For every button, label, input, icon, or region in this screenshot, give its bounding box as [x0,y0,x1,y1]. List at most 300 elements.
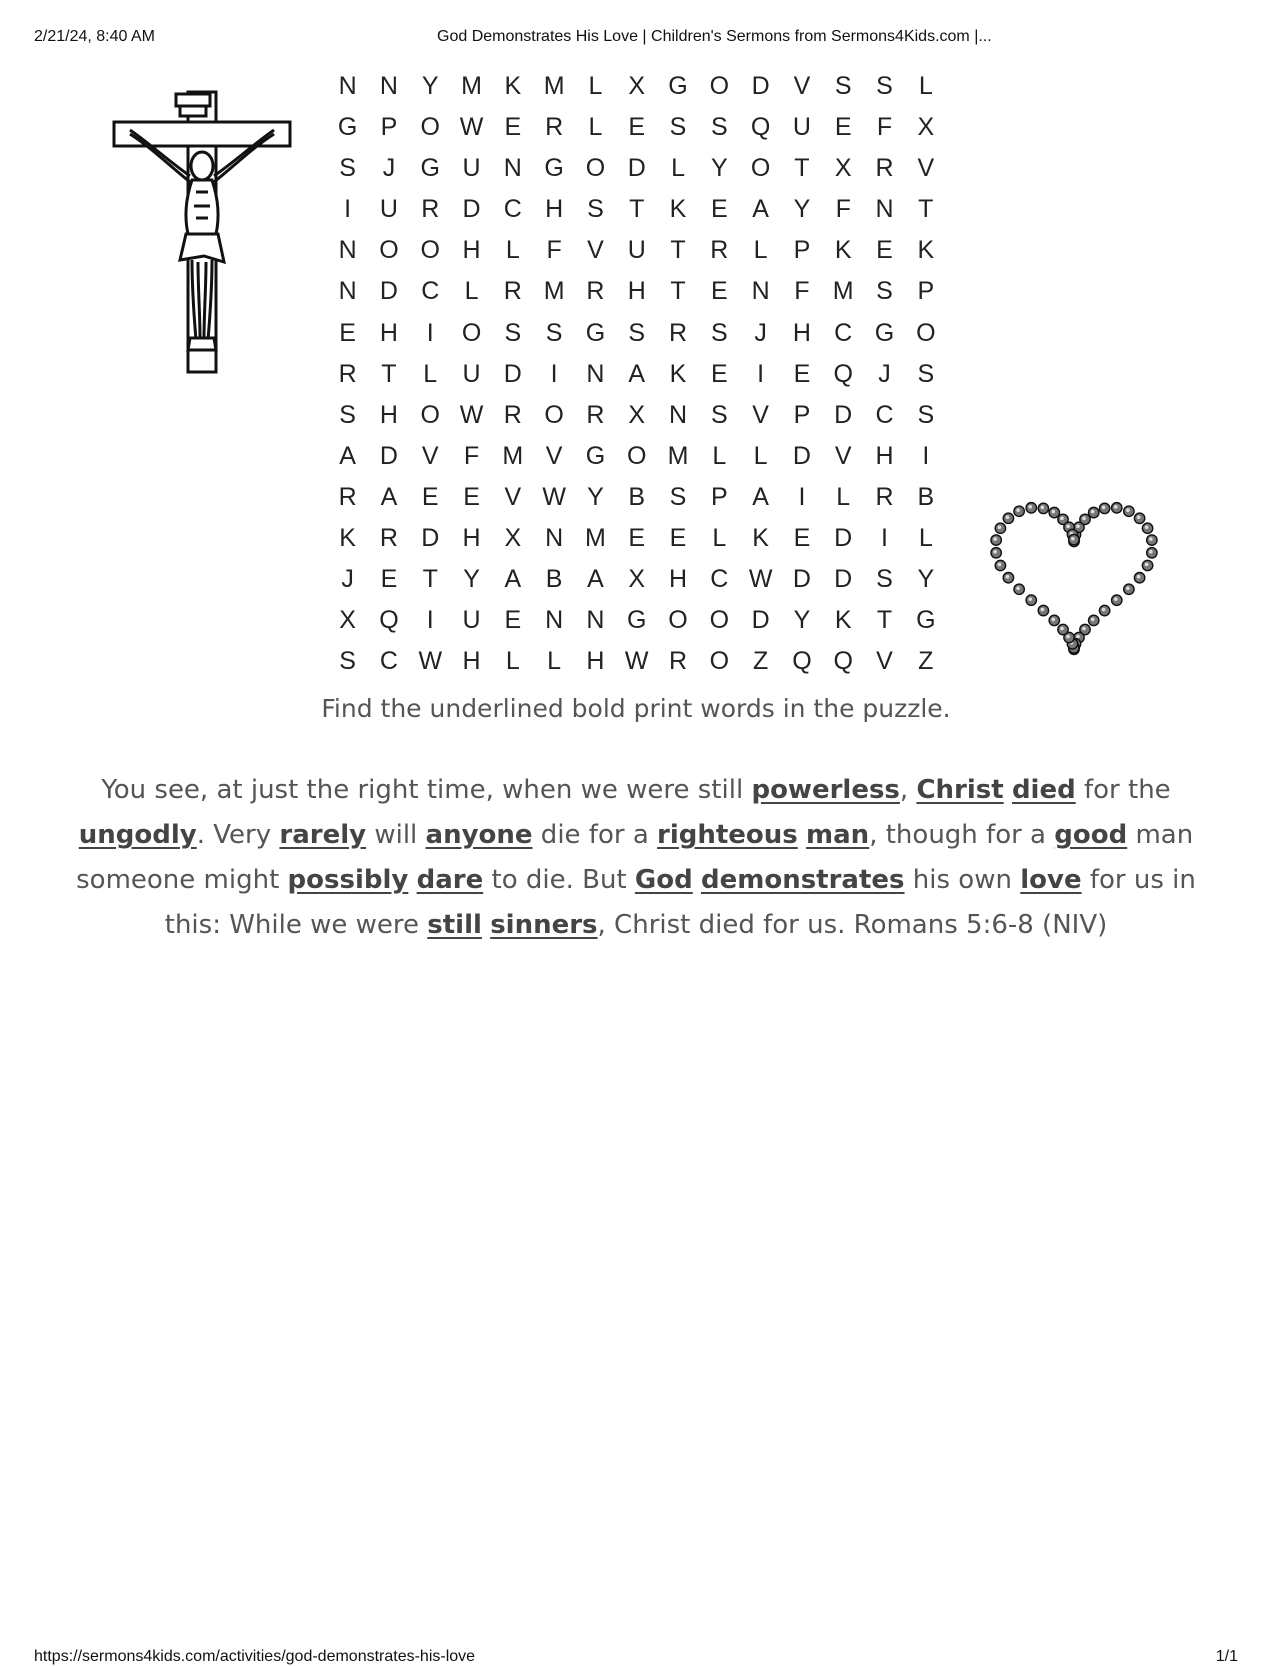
heart-bead-highlight [1051,510,1055,514]
grid-letter: C [834,318,853,347]
grid-letter: D [834,400,853,429]
grid-letter: O [627,441,647,470]
grid-letter: G [627,606,647,635]
grid-letter: J [341,565,354,594]
grid-letter: R [545,113,564,142]
heart-bead-highlight [1149,537,1153,541]
heart-bead-highlight [1082,517,1086,521]
heart-bead-highlight [1006,575,1010,579]
grid-letter: H [668,565,688,594]
grid-letter: N [503,154,522,183]
grid-letter: A [587,565,604,594]
grid-letter: J [878,359,891,388]
grid-letter: E [628,113,646,142]
grid-letter: U [462,154,481,183]
heart-bead-highlight [1145,525,1149,529]
grid-letter: O [668,606,688,635]
heart-bead-highlight [1016,508,1020,512]
grid-letter: Q [379,606,399,635]
highlighted-word: demonstrates [701,865,905,895]
highlighted-word: ungodly [78,820,197,850]
grid-letter: S [876,72,893,100]
grid-letter: Q [750,113,771,142]
verse-text [408,865,416,895]
heart-bead-highlight [1066,524,1070,528]
grid-letter: Z [752,647,769,676]
grid-letter: S [917,359,935,388]
grid-letter: E [380,565,398,594]
grid-letter: K [669,359,687,388]
grid-letter: T [918,195,934,224]
grid-letter: P [793,236,811,265]
grid-letter: O [709,72,730,100]
heart-bead-highlight [1028,505,1032,509]
grid-letter: T [876,606,893,635]
grid-letter: F [794,277,810,306]
heart-bead-highlight [1051,618,1055,622]
grid-letter: X [628,400,646,429]
grid-letter: I [757,359,765,388]
verse-text: man someone might [76,820,1194,895]
grid-letter: E [793,359,811,388]
grid-letter: P [710,482,728,511]
grid-letter: D [792,441,811,470]
grid-letter: R [421,195,440,224]
grid-letter: N [586,359,605,388]
verse-text: , Christ died for us. Romans 5:6-8 (NIV) [597,910,1108,940]
grid-letter: E [504,606,522,635]
grid-letter: X [917,113,935,142]
highlighted-word: powerless [751,775,900,805]
highlighted-word: good [1054,820,1128,850]
grid-letter: P [380,113,398,142]
grid-letter: E [504,113,522,142]
grid-letter: Y [793,606,811,635]
grid-letter: D [379,441,398,470]
grid-letter: M [461,72,482,100]
grid-letter: L [712,524,727,553]
grid-letter: E [834,113,852,142]
grid-letter: D [834,524,853,553]
grid-letter: S [710,113,728,142]
grid-letter: U [462,606,481,635]
grid-letter: V [587,236,604,265]
heart-bead-highlight [1149,550,1153,554]
grid-letter: G [585,441,606,470]
grid-letter: E [793,524,811,553]
grid-letter: U [792,113,811,142]
grid-letter: D [834,565,853,594]
grid-letter: D [751,606,770,635]
grid-letter: H [462,647,481,676]
grid-letter: J [754,318,767,347]
grid-letter: B [628,482,646,511]
grid-letter: A [752,195,769,224]
grid-letter: V [504,482,522,511]
grid-letter: G [874,318,895,347]
heart-bead-highlight [1041,608,1045,612]
grid-letter: O [420,236,440,265]
grid-letter: D [503,359,522,388]
grid-letter: L [918,72,933,100]
grid-letter: Q [792,647,812,676]
grid-letter: L [423,359,438,388]
grid-letter: D [421,524,440,553]
grid-letter: W [624,647,649,676]
grid-letter: K [834,236,852,265]
heart-bead-highlight [1091,510,1095,514]
grid-letter: S [669,113,687,142]
grid-letter: X [834,154,852,183]
grid-letter: L [588,113,603,142]
grid-letter: N [379,72,398,100]
grid-letter: S [917,400,935,429]
grid-letter: W [748,565,773,594]
verse-text: , [899,775,917,805]
grid-letter: N [338,236,357,265]
grid-letter: S [587,195,604,224]
heart-bead-highlight [998,563,1002,567]
grid-letter: R [586,277,605,306]
grid-letter: E [710,359,728,388]
heart-bead-highlight [1076,524,1080,528]
grid-letter: F [876,113,893,142]
verse-text: You see, at just the right time, when we were still [101,775,752,805]
grid-letter: Q [833,647,853,676]
heart-bead-highlight [1082,627,1086,631]
grid-letter: F [546,236,562,265]
grid-letter: Z [918,647,934,676]
grid-letter: R [875,154,894,183]
grid-letter: L [588,72,603,100]
grid-letter: U [627,236,646,265]
grid-letter: P [917,277,935,306]
grid-letter: L [464,277,479,306]
verse-text: for us in this: While we were [164,865,1196,940]
grid-letter: N [545,606,564,635]
grid-letter: H [875,441,894,470]
highlighted-word: man [806,820,870,850]
highlighted-word: righteous [657,820,798,850]
grid-letter: W [459,400,484,429]
verse-text [482,910,490,940]
grid-letter: E [710,195,728,224]
heart-bead-highlight [1060,627,1064,631]
grid-letter: D [379,277,398,306]
grid-letter: V [917,154,935,183]
heart-bead-highlight [1102,506,1106,510]
print-header-datetime: 2/21/24, 8:40 AM [34,28,155,45]
grid-letter: C [379,647,398,676]
grid-letter: D [462,195,481,224]
grid-letter: F [463,441,480,470]
grid-letter: S [710,318,728,347]
grid-letter: H [792,318,811,347]
grid-letter: O [916,318,936,347]
grid-letter: R [338,359,357,388]
highlighted-word: rarely [279,820,367,850]
verse-text: , though for a [869,820,1055,850]
grid-letter: V [793,72,811,100]
grid-letter: M [585,524,606,553]
grid-letter: R [503,277,522,306]
heart-bead-highlight [1016,586,1020,590]
grid-letter: N [751,277,770,306]
verse-text: to die. But [483,865,635,895]
verse-text [693,865,701,895]
grid-letter: S [876,277,893,306]
heart-bead-highlight [1126,508,1130,512]
grid-letter: M [667,441,689,470]
grid-letter: V [876,647,893,676]
grid-letter: I [922,441,930,470]
grid-letter: U [462,359,481,388]
grid-letter: H [379,318,398,347]
grid-letter: S [628,318,646,347]
verse-text: die for a [532,820,658,850]
grid-letter: A [380,482,398,511]
grid-letter: T [670,236,686,265]
grid-letter: E [876,236,893,265]
grid-letter: J [382,154,396,183]
grid-letter: C [503,195,522,224]
heart-bead-highlight [1114,597,1118,601]
grid-letter: L [918,524,933,553]
grid-letter: W [418,647,443,676]
grid-letter: Y [917,565,935,594]
grid-letter: R [668,647,688,676]
grid-letter: N [668,400,688,429]
highlighted-word: dare [416,865,484,895]
grid-letter: L [505,236,520,265]
heart-bead-highlight [1060,517,1064,521]
crucifix-illustration [112,88,292,378]
grid-letter: Y [421,72,439,100]
heart-bead-highlight [993,537,997,541]
grid-letter: K [917,236,935,265]
grid-letter: O [544,400,564,429]
grid-letter: L [505,647,520,676]
highlighted-word: still [427,910,482,940]
print-header-title: God Demonstrates His Love | Children's Sermons from Sermons4Kids.com |... [437,28,992,45]
grid-letter: X [339,606,356,635]
grid-letter: E [463,482,480,511]
grid-letter: K [669,195,687,224]
grid-letter: H [462,236,481,265]
grid-letter: G [337,113,358,142]
grid-letter: H [627,277,646,306]
highlighted-word: died [1011,775,1076,805]
word-search-grid [327,66,946,682]
grid-letter: X [628,565,646,594]
grid-letter: R [338,482,357,511]
grid-letter: L [753,441,768,470]
grid-letter: L [547,647,562,676]
grid-letter: R [668,318,688,347]
grid-letter: A [339,441,356,470]
heart-bead-highlight [1145,563,1149,567]
grid-letter: V [752,400,769,429]
grid-letter: B [917,482,935,511]
highlighted-word: sinners [490,910,598,940]
grid-letter: S [669,482,687,511]
highlighted-word: anyone [425,820,533,850]
grid-letter: T [670,277,686,306]
grid-letter: D [751,72,770,100]
grid-letter: M [543,277,565,306]
heart-bead-highlight [1066,635,1070,639]
grid-letter: R [379,524,398,553]
grid-letter: M [543,72,565,100]
grid-letter: V [421,441,439,470]
print-footer-url: https://sermons4kids.com/activities/god-demonstrates-his-love [34,1648,476,1665]
print-footer-page-number: 1/1 [1215,1648,1238,1665]
heart-bead-highlight [1041,506,1045,510]
grid-letter: K [834,606,852,635]
grid-letter: R [710,236,729,265]
grid-letter: O [420,400,440,429]
grid-letter: H [379,400,398,429]
grid-letter: D [627,154,646,183]
grid-letter: L [671,154,685,183]
verse-text: for the [1075,775,1171,805]
verse-text: will [366,820,426,850]
grid-letter: E [421,482,439,511]
grid-letter: F [835,195,851,224]
bible-verse [62,768,1210,948]
heart-bead-highlight [1137,515,1141,519]
highlighted-word: Christ [916,775,1004,805]
grid-letter: B [545,565,563,594]
grid-letter: O [461,318,482,347]
highlighted-word: God [634,865,693,895]
grid-letter: O [750,154,771,183]
grid-letter: N [545,524,564,553]
grid-letter: T [381,359,397,388]
grid-letter: W [542,482,566,511]
grid-letter: E [339,318,356,347]
grid-letter: S [504,318,522,347]
grid-letter: O [709,647,730,676]
heart-bead-highlight [1071,537,1075,541]
grid-letter: H [462,524,481,553]
heart-bead-highlight [998,525,1002,529]
puzzle-instructions: Find the underlined bold print words in the puzzle. [321,694,951,723]
heart-bead-highlight [1006,515,1010,519]
grid-letter: I [881,524,888,553]
grid-letter: L [712,441,727,470]
grid-letter: N [338,277,357,306]
grid-letter: O [585,154,606,183]
heart-bead-highlight [1126,586,1130,590]
grid-letter: I [798,482,806,511]
grid-letter: A [504,565,522,594]
grid-letter: I [426,606,434,635]
grid-letter: E [669,524,687,553]
grid-letter: I [426,318,434,347]
grid-letter: K [339,524,356,553]
grid-letter: U [379,195,398,224]
grid-letter: T [794,154,810,183]
grid-letter: S [834,72,852,100]
verse-text: . Very [196,820,280,850]
grid-letter: R [503,400,522,429]
grid-letter: O [379,236,399,265]
grid-letter: C [710,565,729,594]
grid-letter: S [876,565,893,594]
grid-letter: O [420,113,440,142]
grid-letter: A [752,482,769,511]
grid-letter: Y [587,482,604,511]
grid-letter: S [339,647,356,676]
grid-letter: E [710,277,728,306]
grid-letter: G [668,72,688,100]
verse-text [1004,775,1012,805]
grid-letter: R [586,400,605,429]
grid-letter: V [834,441,852,470]
grid-letter: S [545,318,563,347]
grid-letter: L [836,482,851,511]
heart-bead-highlight [1137,575,1141,579]
grid-letter: N [338,72,357,100]
grid-letter: T [422,565,438,594]
grid-letter: I [344,195,352,224]
grid-letter: V [545,441,563,470]
grid-letter: G [585,318,606,347]
grid-letter: S [339,400,356,429]
grid-letter: M [502,441,524,470]
grid-letter: C [875,400,894,429]
grid-letter: S [339,154,356,183]
grid-letter: H [586,647,605,676]
grid-letter: Q [833,359,853,388]
heart-bead-highlight [1114,505,1118,509]
grid-letter: O [709,606,730,635]
grid-letter: A [628,359,646,388]
grid-letter: S [710,400,728,429]
grid-letter: N [875,195,894,224]
grid-letter: G [916,606,936,635]
verse-text: his own [904,865,1021,895]
grid-letter: C [421,277,440,306]
grid-letter: H [545,195,564,224]
beaded-heart-illustration [988,500,1160,656]
grid-letter: P [793,400,811,429]
grid-letter: Y [710,154,728,183]
grid-letter: W [459,113,484,142]
grid-letter: Y [793,195,811,224]
grid-letter: K [752,524,769,553]
heart-bead-highlight [1091,618,1095,622]
grid-letter: T [629,195,645,224]
grid-letter: E [628,524,646,553]
grid-letter: K [504,72,522,100]
grid-letter: L [753,236,768,265]
grid-letter: X [628,72,646,100]
grid-letter: N [586,606,605,635]
heart-bead-highlight [1076,635,1080,639]
grid-letter: Y [463,565,480,594]
grid-letter: R [875,482,894,511]
highlighted-word: possibly [287,865,409,895]
highlighted-word: love [1020,865,1082,895]
grid-letter: M [832,277,854,306]
heart-bead-highlight [993,550,997,554]
grid-letter: G [544,154,564,183]
grid-letter: G [420,154,440,183]
verse-text [798,820,806,850]
heart-bead-highlight [1028,597,1032,601]
